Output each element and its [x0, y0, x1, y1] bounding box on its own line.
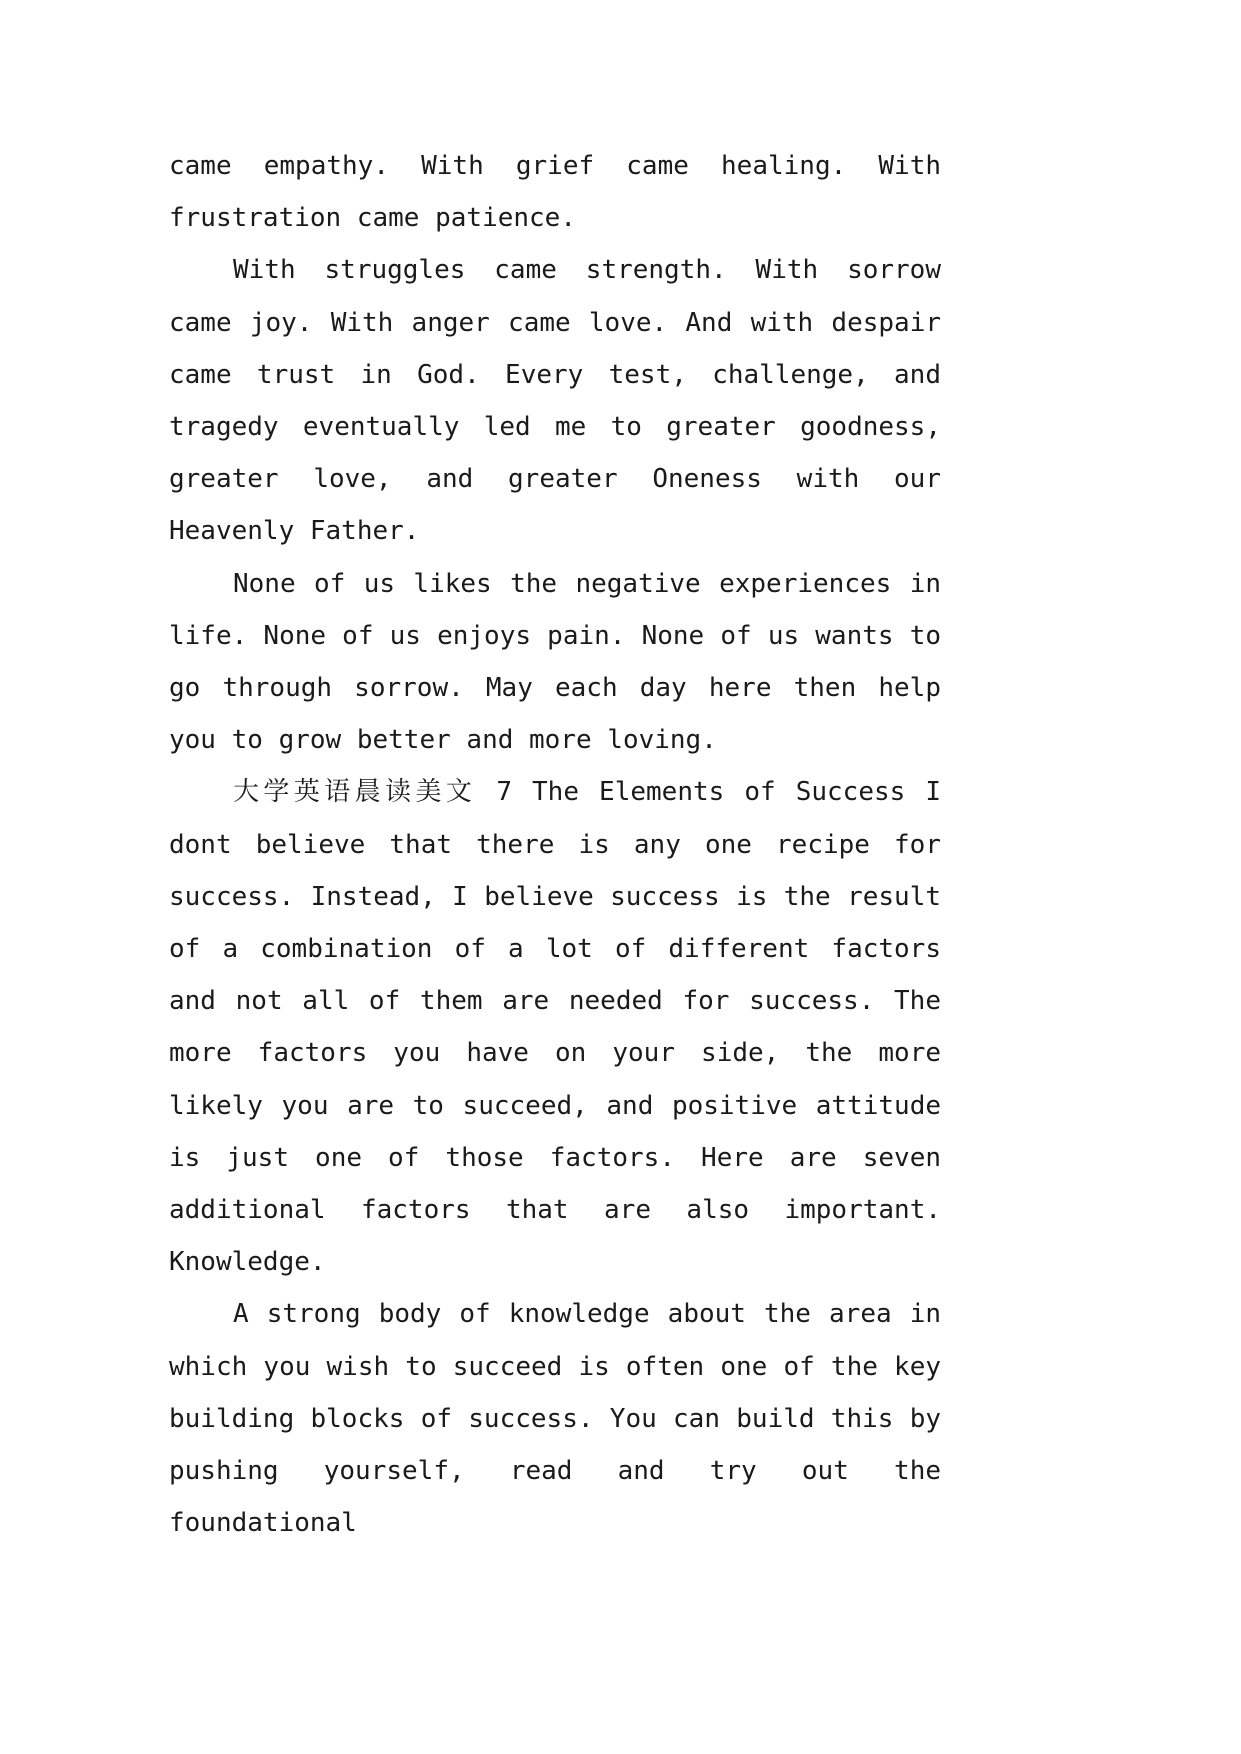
- paragraph-struggles: With struggles came strength. With sorrow came joy. With anger came love. And with despair came trust in God. Every test, challenge, and tragedy eventually led me to greater goodness, greater love, and greater Oneness with our Heavenly Father.: [169, 255, 941, 547]
- paragraph-knowledge: A strong body of knowledge about the area in which you wish to succeed is often one of the key building blocks of success. You can build this by pushing yourself, read and try out the foundational: [169, 1299, 941, 1539]
- paragraph-continuation: came empathy. With grief came healing. With frustration came patience.: [169, 151, 941, 234]
- paragraph-negative-experiences: None of us likes the negative experiences in life. None of us enjoys pain. None of us wants to go through sorrow. May each day here then help you to grow better and more loving.: [169, 568, 941, 756]
- paragraph-elements-of-success: 大学英语晨读美文 7 The Elements of Success I dont believe that there is any one recipe for success. Instead, I believe success is the result of a combination of a lot of different factors and not all of them are needed for success. The more factors you have on your side, the more likely you are to succeed, and positive attitude is just one of those factors. Here are seven additional factors that are also important. Knowledge.: [169, 777, 941, 1278]
- document-body: [169, 140, 941, 1549]
